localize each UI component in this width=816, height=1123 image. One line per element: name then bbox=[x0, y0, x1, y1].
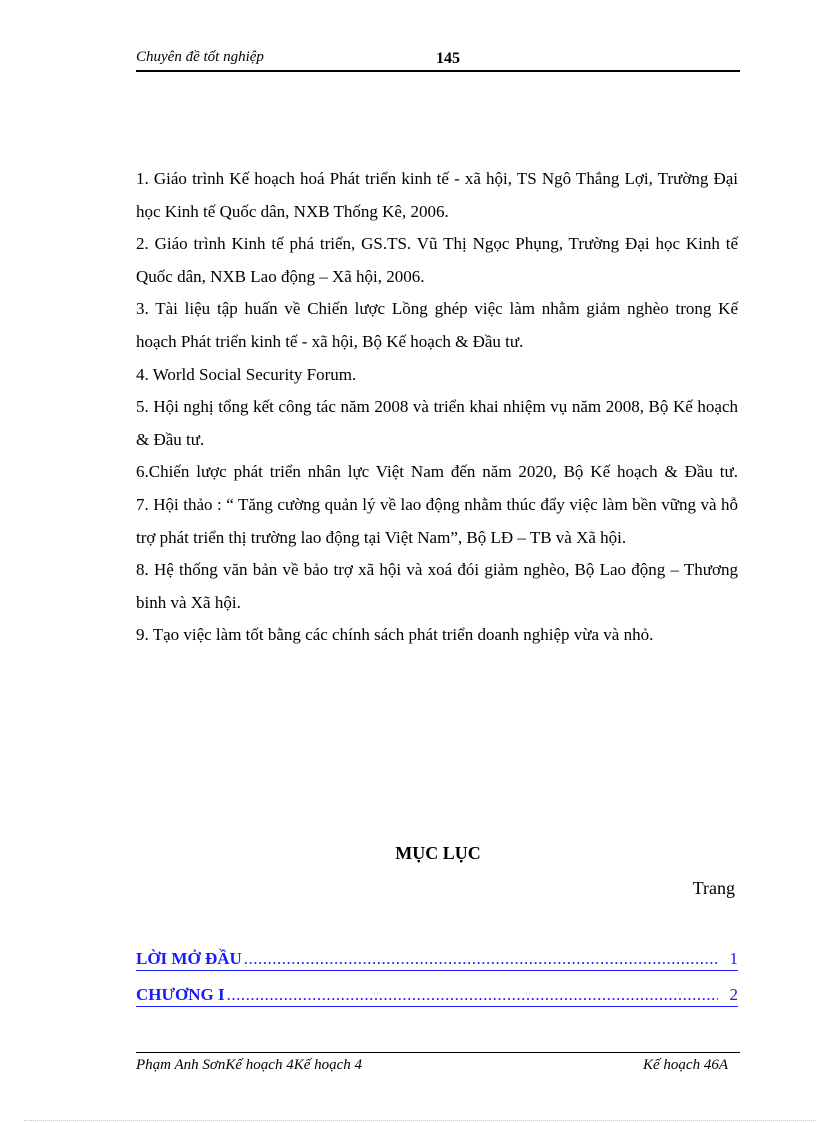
footer-class: Kế hoạch 46A bbox=[643, 1057, 728, 1073]
toc-page-column-label: Trang bbox=[692, 878, 735, 898]
toc-entry-loi-mo-dau[interactable] bbox=[136, 946, 738, 971]
toc-entry-page: 1 bbox=[729, 949, 738, 968]
toc-entry-label: CHƯƠNG I bbox=[136, 985, 225, 1004]
reference-item: 4. World Social Security Forum. bbox=[136, 364, 357, 384]
toc-entry-label: LỜI MỞ ĐẦU bbox=[136, 949, 242, 968]
page-header bbox=[136, 48, 740, 72]
toc-entry-chuong-i[interactable] bbox=[136, 982, 738, 1007]
reference-list bbox=[136, 163, 738, 652]
reference-item: 1. Giáo trình Kế hoạch hoá Phát triển kinh tế - xã hội, TS Ngô Thắng Lợi, Trường Đại học Kinh tế Quốc dân, NXB Thống Kê, 2006. bbox=[136, 169, 738, 221]
reference-item: 8. Hệ thống văn bản về bảo trợ xã hội và xoá đói giảm nghèo, Bộ Lao động – Thương binh và Xã hội. bbox=[136, 560, 738, 612]
toc-entry-page: 2 bbox=[729, 985, 738, 1004]
toc-dot-leader bbox=[227, 985, 718, 1006]
header-page-number: 145 bbox=[436, 50, 460, 67]
reference-item: 5. Hội nghị tổng kết công tác năm 2008 và triển khai nhiệm vụ năm 2008, Bộ Kế hoạch & Đầu tư. bbox=[136, 397, 738, 449]
page-edge-divider bbox=[24, 1120, 816, 1121]
reference-item: 7. Hội thảo : “ Tăng cường quản lý về lao động nhằm thúc đẩy việc làm bền vững và hỗ trợ phát triển thị trường lao động tại Việt Nam”, Bộ LĐ – TB và Xã hội. bbox=[136, 494, 738, 547]
toc-dot-leader bbox=[244, 949, 718, 970]
reference-item: 9. Tạo việc làm tốt bằng các chính sách phát triển doanh nghiệp vừa và nhỏ. bbox=[136, 625, 654, 645]
reference-item: 6.Chiến lược phát triển nhân lực Việt Nam đến năm 2020, Bộ Kế hoạch & Đầu tư. bbox=[136, 462, 738, 482]
toc-title: MỤC LỤC bbox=[395, 843, 481, 863]
header-title: Chuyên đề tốt nghiệp bbox=[136, 49, 264, 65]
footer-author: Phạm Anh SơnKế hoạch 4Kế hoạch 4 bbox=[136, 1057, 363, 1073]
reference-item: 2. Giáo trình Kinh tế phá triển, GS.TS. Vũ Thị Ngọc Phụng, Trường Đại học Kinh tế Quốc dân, NXB Lao động – Xã hội, 2006. bbox=[136, 234, 738, 286]
page-footer bbox=[136, 1052, 740, 1077]
reference-item: 3. Tài liệu tập huấn về Chiến lược Lồng ghép việc làm nhằm giảm nghèo trong Kế hoạch Phát triển kinh tế - xã hội, Bộ Kế hoạch & Đầu tư. bbox=[136, 299, 738, 351]
